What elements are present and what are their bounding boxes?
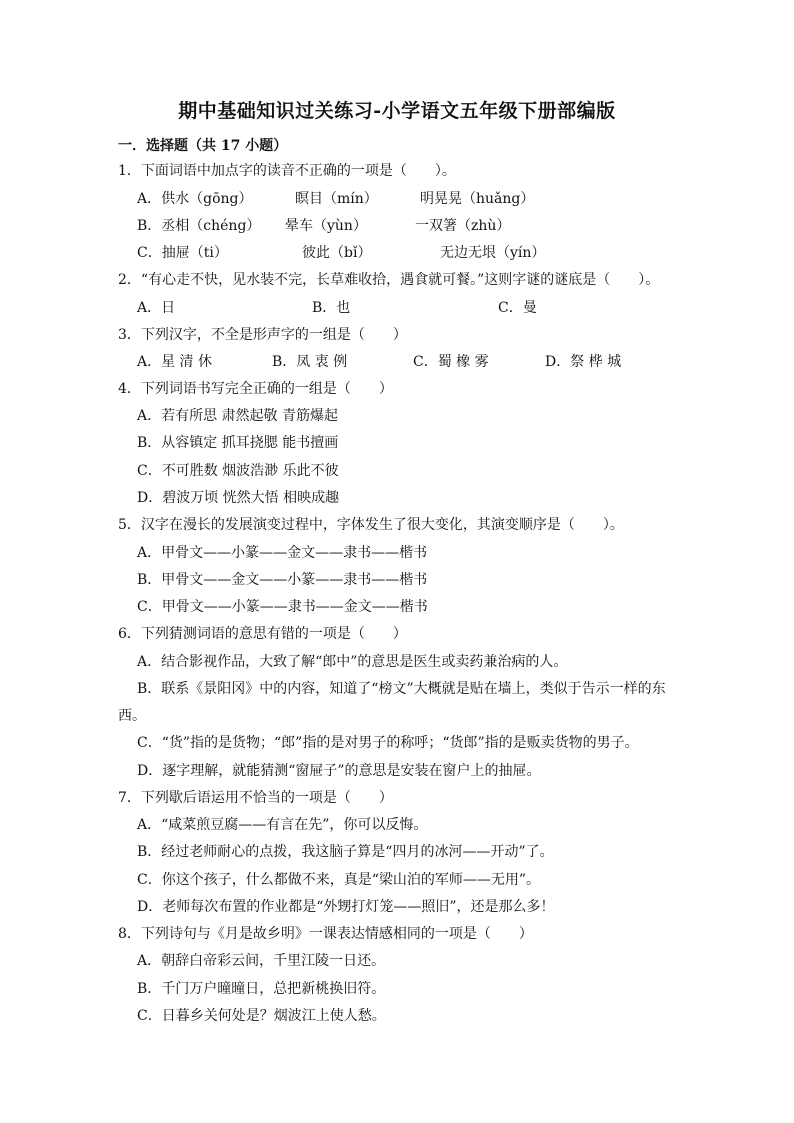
option-b-word-3: 一双箸（zhù）: [415, 218, 511, 234]
option-b[interactable]: B．甲骨文——金文——小篆——隶书——楷书: [137, 572, 428, 588]
option-a[interactable]: A．供水（gōng）: [137, 191, 253, 207]
option-b[interactable]: B．千门万户曈曈日，总把新桃换旧符。: [137, 981, 386, 997]
question-1-stem: 1．下面词语中加点字的读音不正确的一项是（ ）。: [118, 163, 456, 179]
question-8-stem: 8．下列诗句与《月是故乡明》一课表达情感相同的一项是（ ）: [118, 926, 533, 942]
option-b[interactable]: B．也: [312, 300, 351, 316]
option-d[interactable]: D．祭 桦 城: [545, 354, 622, 370]
option-c[interactable]: C．蜀 橡 雾: [413, 354, 489, 370]
option-d[interactable]: D．逐字理解，就能猜测“窗屉子”的意思是安装在窗户上的抽屉。: [137, 763, 541, 779]
question-2-stem: 2．“有心走不快，见水装不完，长草难收拾，遇食就可餐。”这则字谜的谜底是（ ）。: [118, 272, 660, 288]
option-a[interactable]: A．结合影视作品，大致了解“郎中”的意思是医生或卖药兼治病的人。: [137, 654, 568, 670]
question-4-stem: 4．下列词语书写完全正确的一组是（ ）: [118, 381, 393, 397]
question-7-stem: 7．下列歇后语运用不恰当的一项是（ ）: [118, 790, 393, 806]
question-3-stem: 3．下列汉字，不全是形声字的一组是（ ）: [118, 327, 407, 343]
option-d[interactable]: D．老师每次布置的作业都是“外甥打灯笼——照旧”，还是那么多！: [137, 899, 555, 915]
option-b[interactable]: B．丞相（chéng）: [137, 218, 261, 234]
option-c[interactable]: C．抽屉（ti）: [137, 245, 228, 261]
option-c[interactable]: C．日暮乡关何处是？烟波江上使人愁。: [137, 1008, 386, 1024]
option-c[interactable]: C．甲骨文——小篆——隶书——金文——楷书: [137, 599, 428, 615]
option-a[interactable]: A．日: [137, 300, 176, 316]
option-c-word-3: 无边无垠（yín）: [440, 245, 546, 261]
option-c[interactable]: C．曼: [498, 300, 537, 316]
option-c-word-2: 彼此（bǐ）: [302, 245, 372, 261]
option-a[interactable]: A．“咸菜煎豆腐——有言在先”，你可以反悔。: [137, 817, 428, 833]
question-6-stem: 6．下列猜测词语的意思有错的一项是（ ）: [118, 626, 407, 642]
option-a[interactable]: A．若有所思 肃然起敬 青筋爆起: [137, 408, 339, 424]
option-c[interactable]: C．不可胜数 烟波浩渺 乐此不彼: [137, 463, 339, 479]
option-b[interactable]: B．从容镇定 抓耳挠腮 能书擅画: [137, 435, 339, 451]
option-b-continued: 西。: [118, 708, 146, 724]
option-d[interactable]: D．碧波万顷 恍然大悟 相映成趣: [137, 490, 340, 506]
option-c[interactable]: C．你这个孩子，什么都做不来，真是“梁山泊的军师——无用”。: [137, 872, 541, 888]
option-b[interactable]: B．联系《景阳冈》中的内容，知道了“榜文”大概就是贴在墙上，类似于告示一样的东: [137, 681, 666, 697]
option-b[interactable]: B．经过老师耐心的点拨，我这脑子算是“四月的冰河——开动”了。: [137, 844, 554, 860]
option-a-word-3: 明晃晃（huǎng）: [420, 191, 535, 207]
option-a-word-2: 瞑目（mín）: [295, 191, 378, 207]
question-5-stem: 5．汉字在漫长的发展演变过程中，字体发生了很大变化，其演变顺序是（ ）。: [118, 517, 624, 533]
option-b[interactable]: B．凤 衷 例: [272, 354, 348, 370]
page-title: 期中基础知识过关练习-小学语文五年级下册部编版: [178, 100, 616, 122]
option-a[interactable]: A．朝辞白帝彩云间，千里江陵一日还。: [137, 953, 386, 969]
section-heading: 一．选择题（共 17 小题）: [118, 138, 288, 154]
option-a[interactable]: A．甲骨文——小篆——金文——隶书——楷书: [137, 545, 428, 561]
option-c[interactable]: C．“货”指的是货物；“郎”指的是对男子的称呼；“货郎”指的是贩卖货物的男子。: [137, 735, 639, 751]
option-b-word-2: 晕车（yùn）: [285, 218, 367, 234]
option-a[interactable]: A．星 清 休: [137, 354, 213, 370]
